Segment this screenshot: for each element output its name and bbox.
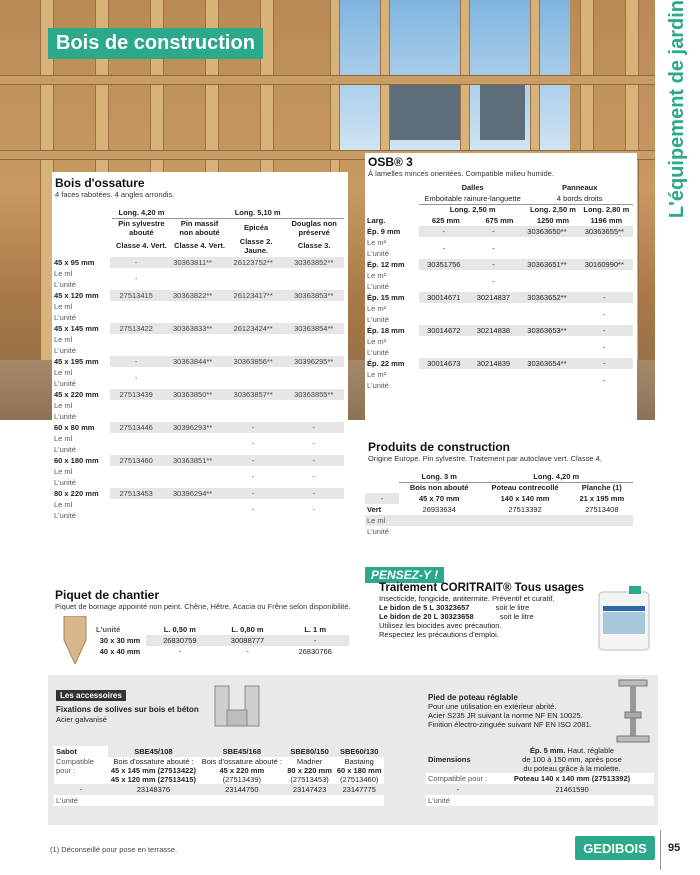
table-row: L'unité	[54, 477, 76, 487]
table-row: Le m² -	[367, 370, 606, 385]
ossature-panel	[52, 172, 348, 580]
table-row: Ép. 12 mm 30351756 - 30363651** 30160990**	[365, 259, 633, 270]
table-row: Le ml	[54, 334, 73, 344]
produits-panel	[365, 440, 637, 560]
table-row: L'unité	[54, 411, 76, 421]
table-row: Le ml	[54, 400, 73, 410]
table-row: L'unité	[54, 345, 76, 355]
table-row: L'unité	[54, 510, 76, 520]
pied-poteau-image	[613, 678, 653, 748]
coritrait-line: Insecticide, fongicide, antitermite. Préventif et curatif.	[379, 594, 555, 603]
table-row: L'unité	[367, 282, 389, 291]
table-row: 60 x 80 mm 27513446 30396293** - -	[52, 422, 344, 433]
osb-title: OSB® 3	[368, 155, 413, 169]
table-row: Le ml -	[54, 367, 138, 382]
table-row: Le m² - -	[367, 238, 495, 253]
table-row: 45 x 145 mm 27513422 30363833** 26123424** 30363854**	[52, 323, 344, 334]
table-row: Le m² -	[367, 337, 606, 352]
piquet-title: Piquet de chantier	[55, 588, 160, 602]
table-row: Le m² -	[367, 271, 495, 286]
osb-rows	[365, 226, 633, 391]
ossature-rows	[52, 257, 344, 521]
table-row: 45 x 195 mm - 30363844** 30363856** 30396295**	[52, 356, 344, 367]
table-row: L'unité	[54, 279, 76, 289]
osb-panel	[365, 153, 637, 438]
ossature-subtitle: 4 faces rabotées. 4 angles arrondis.	[55, 190, 175, 199]
pied-title: Pied de poteau réglable	[428, 693, 518, 702]
piquet-table: L'unité L. 0,50 m L. 0,80 m L. 1 m 30 x 30 mm 26830759 30088777 - 40 x 40 mm - - 26830766	[94, 624, 349, 657]
table-row: 80 x 220 mm 27513453 30396294** - -	[52, 488, 344, 499]
table-row: Le ml - -	[54, 499, 315, 514]
table-row: Ép. 18 mm 30014672 30214838 30363653** -	[365, 325, 633, 336]
pied-table: Dimensions Ép. 5 mm. Haut. réglable de 100 à 150 mm, après pose du poteau grâce à la molette. Compatible pour : Poteau 140 x 140 mm (27513392) - 21461590 L'unité	[426, 746, 654, 806]
piquet-panel	[52, 588, 352, 668]
table-row: Le ml - -	[54, 433, 315, 448]
osb-subtitle: À lamelles minces orientées. Compatible milieu humide.	[368, 169, 554, 178]
page-number: 95	[668, 842, 681, 854]
footnote: (1) Déconseillé pour pose en terrasse.	[50, 845, 178, 854]
accessories-title: Fixations de solives sur bois et béton	[56, 705, 199, 714]
brand-logo: GEDIBOIS	[575, 836, 655, 860]
side-title: L'équipement de jardin	[666, 0, 688, 219]
table-row: Ép. 15 mm 30014671 30214837 30363652** -	[365, 292, 633, 303]
table-row: L'unité	[367, 249, 389, 258]
table-row: L'unité	[367, 381, 389, 390]
sabot-image	[211, 682, 263, 730]
page-title: Bois de construction	[48, 28, 263, 59]
table-row: 45 x 220 mm 27513439 30363850** 30363857** 30363855**	[52, 389, 344, 400]
coritrait-title: Traitement CORITRAIT® Tous usages	[379, 582, 585, 594]
accessories-tag: Les accessoires	[56, 690, 126, 701]
produits-table: Long. 3 m Long. 4,20 m Bois non abouté Poteau contrecollé Planche (1) - 45 x 70 mm 140 x 140 mm 21 x 195 mm Vert 26933634 27513392 27513408 Le ml L'unité	[365, 471, 633, 537]
accessories-panel: Les accessoires Fixations de solives sur bois et béton Acier galvanisé Sabot SBE45/108 SBE45/168 SBE80/150 SBE60/130 Compatible pour : Bois d'ossature abouté : 45 x 145 mm (27513422) 45 x 120 mm (27513415) Bois d'ossature abouté : 45 x 220 mm (27513439) Madrier 80 x 220 mm (27513453) Bastaing 60 x 180 mm (27513460) - 23148376 23144750 23147423 23147775 L'unité Pied de poteau réglable Pour une utilisation en extérieur abrité. Acier S235 JR suivant la norme NF EN 10025. Finition électro-zinguée suivant NF EN ISO 2081. Dimensions Ép. 5 mm. Haut. réglable de 100 à 150 mm, après pose du poteau grâce à la molette. Compatible pour : Poteau 140 x 140 mm (27513392) - 21461590 L'unité	[48, 675, 658, 825]
table-row: Ép. 22 mm 30014673 30214839 30363654** -	[365, 358, 633, 369]
table-row: Le ml - -	[54, 466, 315, 481]
table-row: L'unité	[54, 312, 76, 322]
sabot-table: Sabot SBE45/108 SBE45/168 SBE80/150 SBE60/130 Compatible pour : Bois d'ossature abouté : 45 x 145 mm (27513422) 45 x 120 mm (27513415) Bois d'ossature abouté : 45 x 220 mm (27513439) Madrier 80 x 220 mm (27513453) Bastaing 60 x 180 mm (27513460) - 23148376 23144750 23147423 23147775 L'unité	[54, 746, 384, 806]
pensez-y-badge: PENSEZ-Y !	[365, 567, 444, 583]
table-row: Le ml -	[54, 268, 138, 283]
produits-subtitle: Origine Europe. Pin sylvestre. Traitement par autoclave vert. Classe 4.	[368, 454, 602, 463]
table-row: L'unité	[367, 315, 389, 324]
accessories-sub: Acier galvanisé	[56, 715, 107, 724]
table-row: 60 x 180 mm 27513460 30363851** - -	[52, 455, 344, 466]
osb-table: Dalles Panneaux Emboitable rainure-languette 4 bords droits Long. 2,50 m Long. 2,50 m Long. 2,80 m Larg. 625 mm 675 mm 1250 mm 1196 mm	[365, 182, 633, 226]
ossature-title: Bois d'ossature	[55, 176, 145, 190]
table-row: L'unité	[54, 378, 76, 388]
table-row: Le m² -	[367, 304, 606, 319]
table-row: 45 x 95 mm - 30363811** 26123752** 30363852**	[52, 257, 344, 268]
divider	[660, 830, 661, 870]
table-row: 45 x 120 mm 27513415 30363822** 26123417** 30363853**	[52, 290, 344, 301]
table-row: Le ml	[54, 301, 73, 311]
coritrait-panel: Traitement CORITRAIT® Tous usages Insecticide, fongicide, antitermite. Préventif et curatif. Le bidon de 5 L 30323657 soit le litre Le bidon de 20 L 30323658 soit le litre Utilisez les biocides avec précaution. Respectez les précautions d'emploi.	[365, 582, 655, 662]
coritrait-bottle-image	[593, 584, 655, 654]
table-row: Ép. 9 mm - - 30363650** 30363655**	[365, 226, 633, 237]
table-row: L'unité	[367, 348, 389, 357]
ossature-table: Long. 4,20 m Long. 5,10 m Pin sylvestre abouté Pin massif non abouté Epicéa Douglas non préservé Classe 4. Vert. Classe 4. Vert. Classe 2. Jaune. Classe 3.	[52, 207, 344, 255]
stake-image	[58, 616, 92, 664]
piquet-subtitle: Piquet de bornage appointé non peint. Chêne, Hêtre, Acacia ou Frêne selon disponibilité.	[55, 602, 351, 611]
produits-title: Produits de construction	[368, 440, 511, 454]
table-row: L'unité	[54, 444, 76, 454]
